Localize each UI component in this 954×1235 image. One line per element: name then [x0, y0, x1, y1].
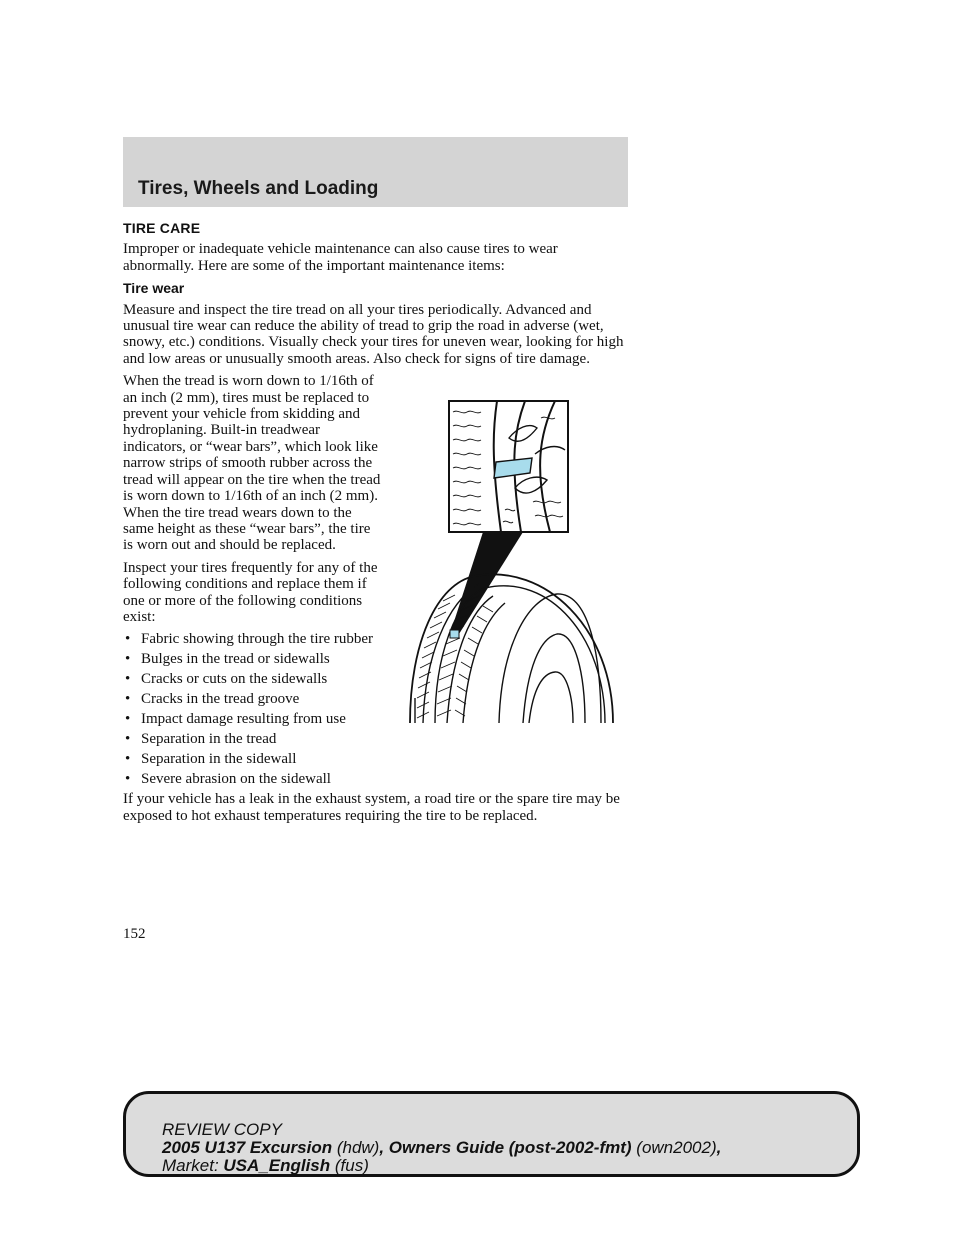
list-item: • Cracks in the tread groove — [123, 691, 381, 707]
tire-care-intro: Improper or inadequate vehicle maintenance can also cause tires to wear abnormally. Here are some of the important maintenance items: — [123, 241, 558, 274]
exhaust-note: If your vehicle has a leak in the exhaust system, a road tire or the spare tire may be exposed to hot exhaust temperatures requiring the tire to be replaced. — [123, 791, 620, 824]
tire-wear-paragraph-1: Measure and inspect the tire tread on all your tires periodically. Advanced and unusual tire wear can reduce the ability of tread to grip the road in adverse (wet, snowy, etc.) conditions. Visually check your tires for uneven wear, looking for high and low areas or unusually smooth areas. Also check for signs of tire damage. — [123, 301, 624, 367]
list-item: • Fabric showing through the tire rubber — [123, 631, 381, 647]
list-item: • Separation in the sidewall — [123, 751, 381, 767]
list-item: • Impact damage resulting from use — [123, 711, 381, 727]
footer-guide-code: (own2002) — [631, 1138, 717, 1157]
tire-wear-paragraph-3: Inspect your tires frequently for any of the following conditions and replace them if one or more of the following conditions exist: — [123, 559, 378, 625]
footer-model: 2005 U137 Excursion — [162, 1138, 333, 1157]
footer-model-line — [162, 1139, 721, 1157]
footer-model-code: (hdw) — [332, 1138, 380, 1157]
tire-wear-paragraph-2: When the tread is worn down to 1/16th of an inch (2 mm), tires must be replaced to prevent your vehicle from skidding and hydroplaning. Built-in treadwear indicators, or “wear bars”, which look like narrow strips of smooth rubber across the tread will appear on the tire when the tread is worn down to 1/16th of an inch (2 mm). When the tire tread wears down to the same height as these “wear bars”, the tire is worn out and should be replaced. — [123, 373, 381, 554]
footer-separator: , — [716, 1138, 722, 1157]
footer-market-code: (fus) — [330, 1156, 369, 1175]
footer-market-label: Market: — [162, 1156, 224, 1175]
footer-guide: Owners Guide (post-2002-fmt) — [388, 1138, 632, 1157]
condition-list — [123, 631, 381, 787]
tire-wear-bar-illustration-icon — [405, 398, 617, 726]
footer-separator: , — [379, 1138, 389, 1157]
list-item: • Separation in the tread — [123, 731, 381, 747]
footer-market-line — [162, 1157, 721, 1175]
list-item: • Bulges in the tread or sidewalls — [123, 651, 381, 667]
section-header-band — [123, 137, 628, 207]
list-item: • Cracks or cuts on the sidewalls — [123, 671, 381, 687]
section-title: Tires, Wheels and Loading — [138, 178, 379, 199]
footer-market: USA_English — [223, 1156, 331, 1175]
review-copy-footer — [123, 1091, 860, 1177]
list-item: • Severe abrasion on the sidewall — [123, 771, 381, 787]
tire-wear-heading: Tire wear — [123, 280, 185, 297]
page-number: 152 — [123, 926, 146, 942]
tire-care-heading: TIRE CARE — [123, 220, 201, 236]
footer-review-label: REVIEW COPY — [162, 1120, 282, 1139]
